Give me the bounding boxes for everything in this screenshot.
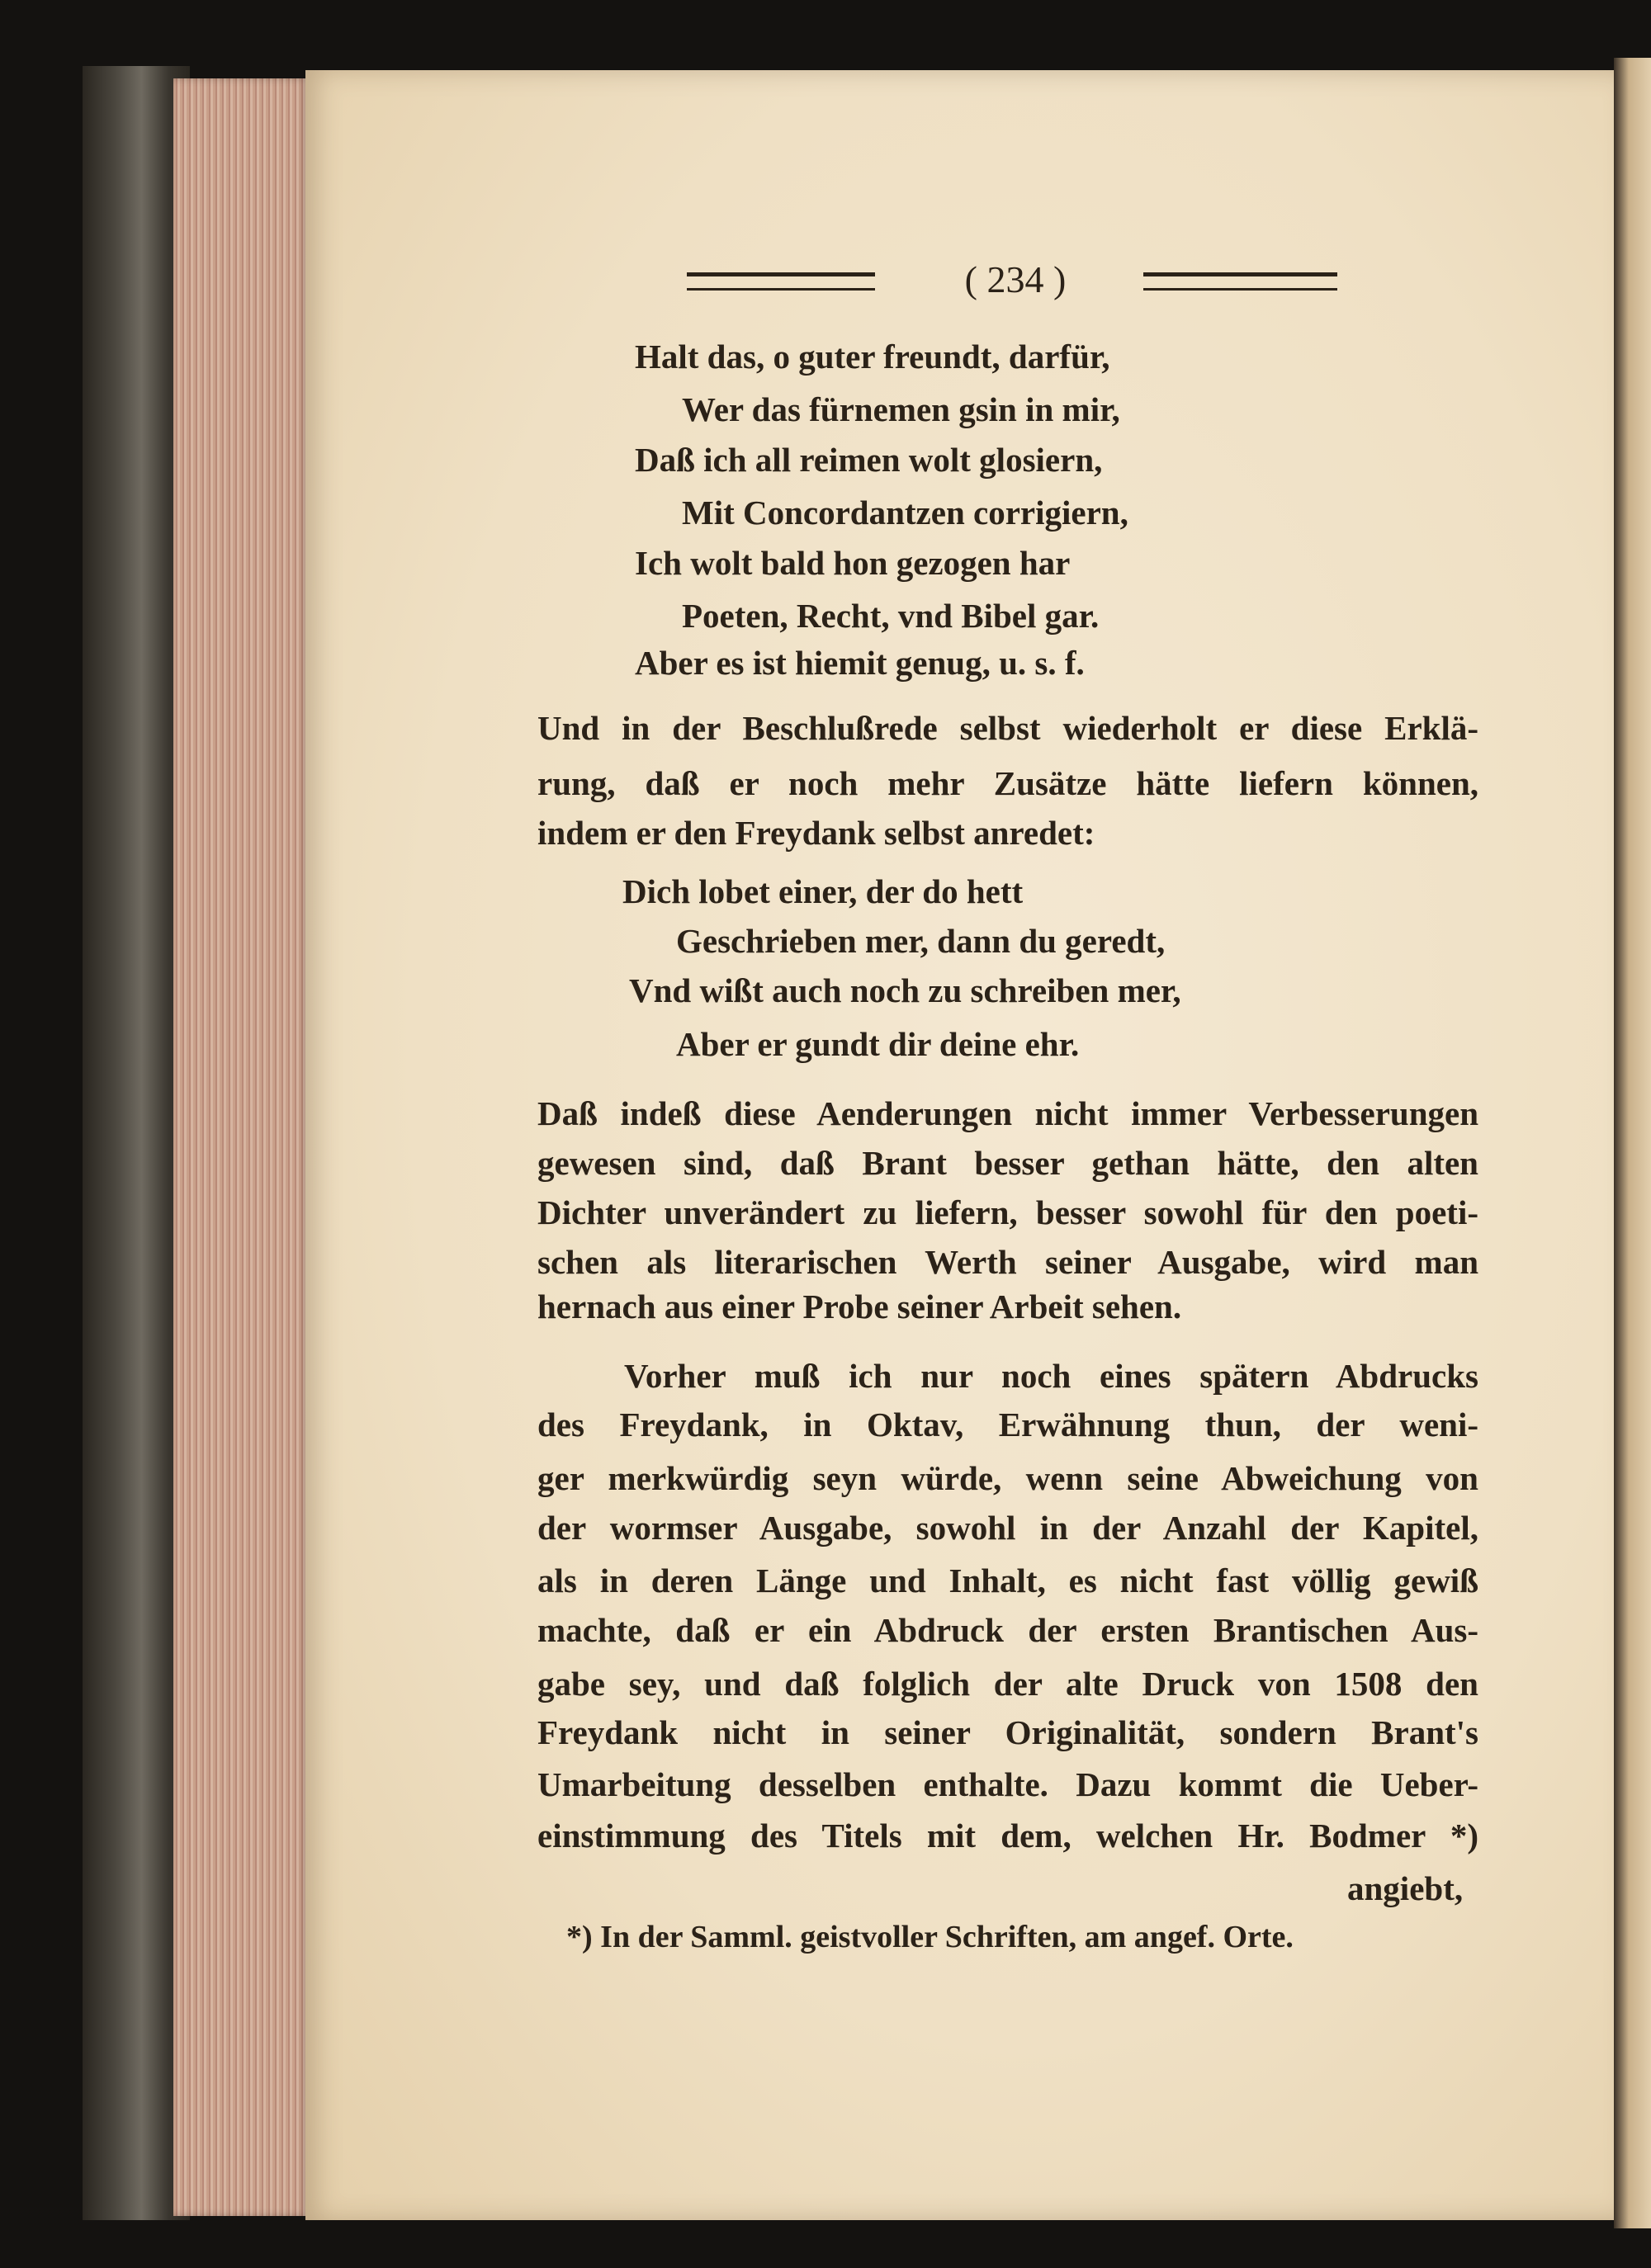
para1-line: Und in der Beschlußrede selbst wiederholt er diese Erklä- [537,709,1478,747]
verse1-line: Halt das, o guter freundt, darfür, [635,338,1110,376]
verse1-line: Poeten, Recht, vnd Bibel gar. [682,597,1100,635]
verse2-line: Aber er gundt dir deine ehr. [676,1025,1080,1063]
para3-line: Vorher muß ich nur noch eines spätern Abdrucks [624,1357,1478,1395]
page-number: ( 234 ) [964,258,1067,300]
catchword: angiebt, [1347,1869,1464,1907]
para3-line: Umarbeitung desselben enthalte. Dazu kommt die Ueber- [537,1765,1478,1803]
verse2-line: Dich lobet einer, der do hett [622,872,1024,910]
para3-line: der wormser Ausgabe, sowohl in der Anzahl der Kapitel, [537,1509,1478,1547]
para3-line: Freydank nicht in seiner Originalität, sondern Brant's [537,1713,1478,1751]
header-rule-left [687,272,875,291]
para3-line: als in deren Länge und Inhalt, es nicht fast völlig gewiß [537,1562,1478,1599]
para3-line: gabe sey, und daß folglich der alte Druck von 1508 den [537,1665,1478,1703]
para3-line: einstimmung des Titels mit dem, welchen Hr. Bodmer *) [537,1817,1478,1855]
para2-line: schen als literarischen Werth seiner Ausgabe, wird man [537,1243,1478,1281]
footnote: *) In der Samml. geistvoller Schriften, am angef. Orte. [566,1920,1294,1954]
header-rule-right [1143,272,1337,291]
para3-line: machte, daß er ein Abdruck der ersten Brantischen Aus- [537,1611,1478,1649]
para2-line: Daß indeß diese Aenderungen nicht immer Verbesserungen [537,1094,1478,1132]
para2-line: Dichter unverändert zu liefern, besser sowohl für den poeti- [537,1193,1478,1231]
verse1-line: Mit Concordantzen corrigiern, [682,494,1128,532]
verse1-line: Aber es ist hiemit genug, u. s. f. [635,644,1085,682]
para2-line: gewesen sind, daß Brant besser gethan hätte, den alten [537,1144,1478,1182]
verse2-line: Geschrieben mer, dann du geredt, [676,922,1166,960]
facing-page-edge [1614,58,1651,2228]
page-edges [173,78,310,2216]
verse2-line: Vnd wißt auch noch zu schreiben mer, [629,971,1181,1009]
verse1-line: Ich wolt bald hon gezogen har [635,544,1071,582]
verse1-line: Daß ich all reimen wolt glosiern, [635,441,1103,479]
para2-line: hernach aus einer Probe seiner Arbeit sehen. [537,1288,1182,1325]
para1-line: indem er den Freydank selbst anredet: [537,814,1095,852]
para1-line: rung, daß er noch mehr Zusätze hätte liefern können, [537,764,1478,802]
para3-line: des Freydank, in Oktav, Erwähnung thun, der weni- [537,1406,1478,1443]
para3-line: ger merkwürdig seyn würde, wenn seine Abweichung von [537,1459,1478,1497]
verse1-line: Wer das fürnemen gsin in mir, [682,390,1120,428]
